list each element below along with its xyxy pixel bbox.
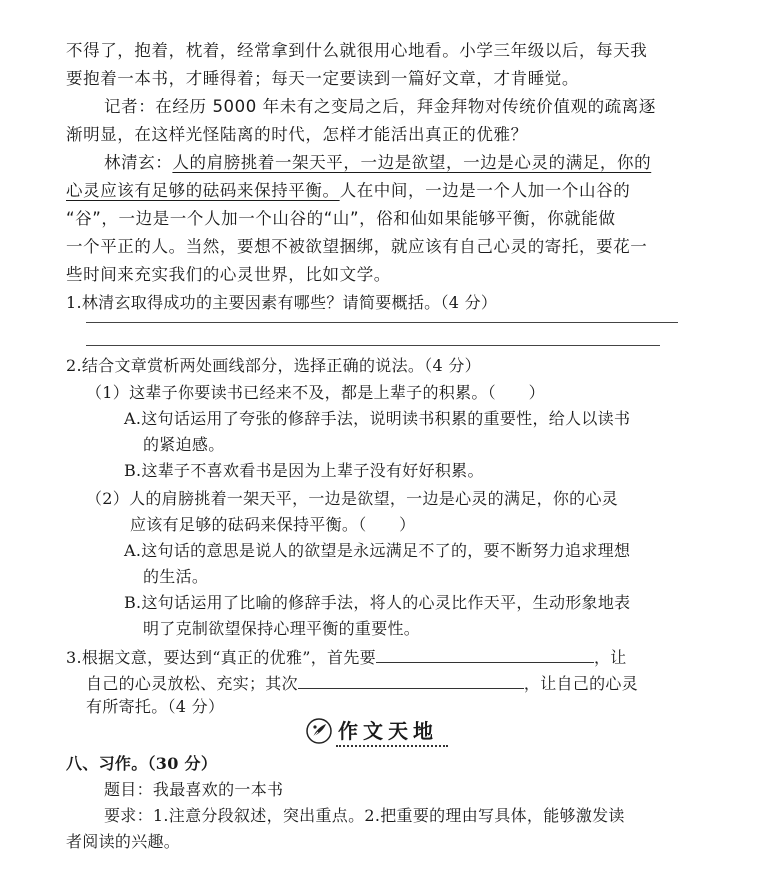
feather-emblem-icon	[306, 718, 332, 744]
passage-line-5	[104, 152, 754, 174]
passage-line-7: “谷”，一边是一个人加一个山谷的“山”，俗和仙如果能够平衡，你就能做	[66, 209, 616, 228]
fill-blank-1[interactable]	[376, 644, 594, 663]
fill-blank-2[interactable]	[298, 670, 524, 689]
option-2-2-b-line-2: 明了克制欲望保持心理平衡的重要性。	[143, 619, 421, 638]
question-2-2-line-2: 应该有足够的砝码来保持平衡。（ ）	[130, 515, 416, 534]
question-3-text-c: 自己的心灵放松、充实；其次	[86, 674, 298, 693]
question-2: 2.结合文章赏析两处画线部分，选择正确的说法。（4 分）	[66, 356, 481, 375]
underlined-sentence-part-1: 人的肩膀挑着一架天平，一边是欲望，一边是心灵的满足，你的	[172, 153, 652, 172]
question-2-2-line-1: （2）人的肩膀挑着一架天平，一边是欲望，一边是心灵的满足，你的心灵	[86, 489, 619, 508]
answer-line-2[interactable]	[86, 345, 660, 346]
question-2-1: （1）这辈子你要读书已经来不及，都是上辈子的积累。（ ）	[86, 383, 545, 402]
passage-line-3: 记者：在经历 5000 年未有之变局之后，拜金拜物对传统价值观的疏离逐	[104, 97, 656, 116]
passage-line-2: 要抱着一本书，才睡得着；每天一定要读到一篇好文章，才肯睡觉。	[66, 69, 579, 88]
underlined-sentence-part-2: 心灵应该有足够的砝码来保持平衡。	[66, 181, 340, 200]
passage-line-8: 一个平正的人。当然，要想不被欲望捆绑，就应该有自己心灵的寄托，要花一	[66, 237, 648, 256]
option-2-1-b[interactable]: B.这辈子不喜欢看书是因为上辈子没有好好积累。	[124, 461, 484, 480]
option-2-1-a-line-1[interactable]: A.这句话运用了夸张的修辞手法，说明读书积累的重要性，给人以读书	[124, 409, 631, 428]
passage-line-9: 些时间来充实我们的心灵世界，比如文学。	[66, 265, 391, 284]
writing-topic: 题目：我最喜欢的一本书	[104, 780, 284, 799]
section-title-banner	[306, 716, 456, 748]
option-2-2-b-line-1[interactable]: B.这句话运用了比喻的修辞手法，将人的心灵比作天平，生动形象地表	[124, 593, 631, 612]
question-3-text-d: ，让自己的心灵	[523, 674, 639, 693]
passage-line-1: 不得了，抱着，枕着，经常拿到什么就很用心地看。小学三年级以后，每天我	[66, 41, 648, 60]
speaker-label: 林清玄：	[104, 153, 173, 172]
section-title-dotted-underline	[336, 745, 448, 747]
question-3-line-2	[86, 670, 736, 695]
passage-line-6-rest: 人在中间，一边是一个人加一个山谷的	[339, 181, 631, 200]
answer-line-1[interactable]	[86, 322, 678, 323]
question-1: 1.林清玄取得成功的主要因素有哪些？请简要概括。（4 分）	[66, 293, 498, 312]
writing-requirements-line-2: 者阅读的兴趣。	[66, 832, 181, 851]
question-3-text-b: ，让	[593, 648, 627, 667]
passage-line-6	[66, 180, 716, 202]
question-3-line-3: 有所寄托。（4 分）	[86, 697, 225, 716]
option-2-2-a-line-1[interactable]: A.这句话的意思是说人的欲望是永远满足不了的，要不断努力追求理想	[124, 541, 631, 560]
writing-requirements-line-1: 要求：1.注意分段叙述，突出重点。2.把重要的理由写具体，能够激发读	[104, 806, 625, 825]
option-2-1-a-line-2: 的紧迫感。	[143, 435, 225, 454]
passage-line-4: 渐明显，在这样光怪陆离的时代，怎样才能活出真正的优雅？	[66, 125, 528, 144]
section-title: 作文天地	[338, 719, 438, 743]
writing-heading: 八、习作。（30 分）	[66, 754, 218, 773]
question-3-text-a: 3.根据文意，要达到“真正的优雅”，首先要	[66, 648, 376, 667]
question-3-line-1	[66, 644, 716, 669]
option-2-2-a-line-2: 的生活。	[143, 567, 209, 586]
